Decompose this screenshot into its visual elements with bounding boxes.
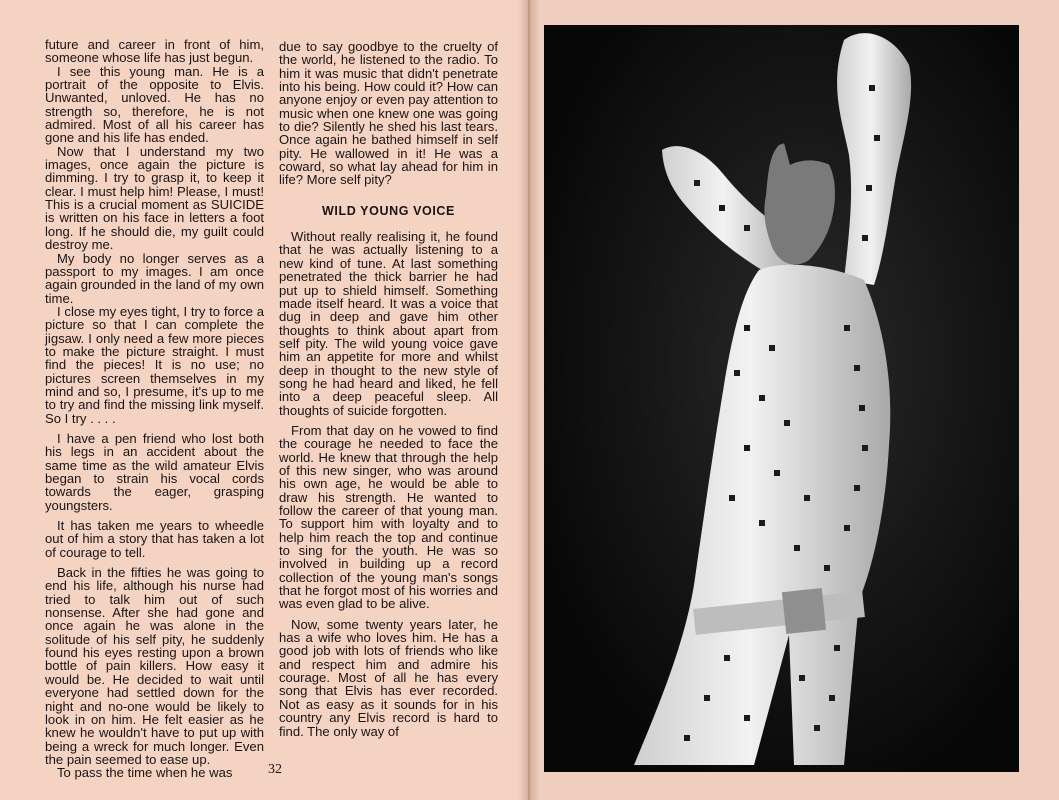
book-gutter <box>518 0 540 800</box>
page-number: 32 <box>268 762 282 777</box>
paragraph: From that day on he vowed to find the courage he needed to face the world. He knew that through the help of this new singer, who was around his own age, he would be able to draw his strength. He wanted to follow the career of that young man. To support him with loyalty and to help him reach the top and continue to sing for the youth. He was so involved in building up a record collection of the young man's songs that he forgot most of his worries and was even glad to be alive. <box>279 422 498 612</box>
section-subheading: WILD YOUNG VOICE <box>322 203 455 218</box>
paragraph: I have a pen friend who lost both his legs in an accident about the same time as the wild amateur Elvis began to strain his vocal cords towards the eager, grasping youngsters. <box>45 430 264 513</box>
performer-illustration <box>544 25 1019 772</box>
paragraph: Now, some twenty years later, he has a wife who loves him. He has a good job with lots of friends who like and respect him and admire his courage. Most of all he has every song that Elvis has ever recorded. Not as easy as it sounds for in his country any Elvis record is hard to find. The only way of <box>279 616 498 739</box>
paragraph: Now that I understand my two images, once again the picture is dimming. I try to grasp it, to keep it clear. I must help him! Please, I must! This is a crucial moment as SUICIDE is written on his face in letters a foot long. If he should die, my guilt could destroy me. <box>45 143 264 253</box>
paragraph: My body no longer serves as a passport to my images. I am once again grounded in the land of my own time. <box>45 250 264 306</box>
paragraph: future and career in front of him, someone whose life has just begun. <box>45 37 264 66</box>
paragraph: I see this young man. He is a portrait of the opposite to Elvis. Unwanted, unloved. He has no strength so, therefore, he is not admired. Most of all his career has gone and his life has ended. <box>45 63 264 146</box>
text-column-left <box>45 38 264 780</box>
elvis-stage-photo <box>544 25 1019 772</box>
paragraph: Without really realising it, he found that he was actually listening to a new kind of tune. At last something penetrated the thick barrier he had put up to shield himself. Something made itself heard. It was a voice that dug in deep and gave him other thoughts to think about apart from self pity. The wild young voice gave him an appetite for more and whilst deep in thought to the new style of song he had heard and liked, he fell into a deep peaceful sleep. All thoughts of suicide forgotten. <box>279 229 498 418</box>
paragraph: To pass the time when he was <box>57 765 233 781</box>
paragraph: It has taken me years to wheedle out of him a story that has taken a lot of courage to tell. <box>45 518 264 560</box>
paragraph: due to say goodbye to the cruelty of the world, he listened to the radio. To him it was music that didn't penetrate into his being. How could it? How can anyone enjoy or even pay attention to music when one knew one was going to die? Silently he shed his last tears. Once again he bathed himself in self pity. He wallowed in it! He was a coward, so what lay ahead for him in life? More self pity? <box>279 39 498 188</box>
paragraph: I close my eyes tight, I try to force a picture so that I can complete the jigsaw. I only need a few more pieces to make the picture straight. I must find the pieces! It is no use; no pictures screen themselves in my mind and so, I presume, it's up to me to try and find the missing link myself. So I try . . . . <box>45 303 264 426</box>
text-column-right <box>279 40 498 738</box>
paragraph: Back in the fifties he was going to end his life, although his nurse had tried to talk him out of such nonsense. After she had gone and once again he was alone in the solitude of his self pity, he suddenly found his eyes resting upon a brown bottle of pain killers. How easy it would be. He decided to wait until everyone had settled down for the night and no-one would be likely to look in on him. He felt easier as he knew he wouldn't have to put up with being a wreck for much longer. Even the pain seemed to ease up. <box>45 565 264 767</box>
